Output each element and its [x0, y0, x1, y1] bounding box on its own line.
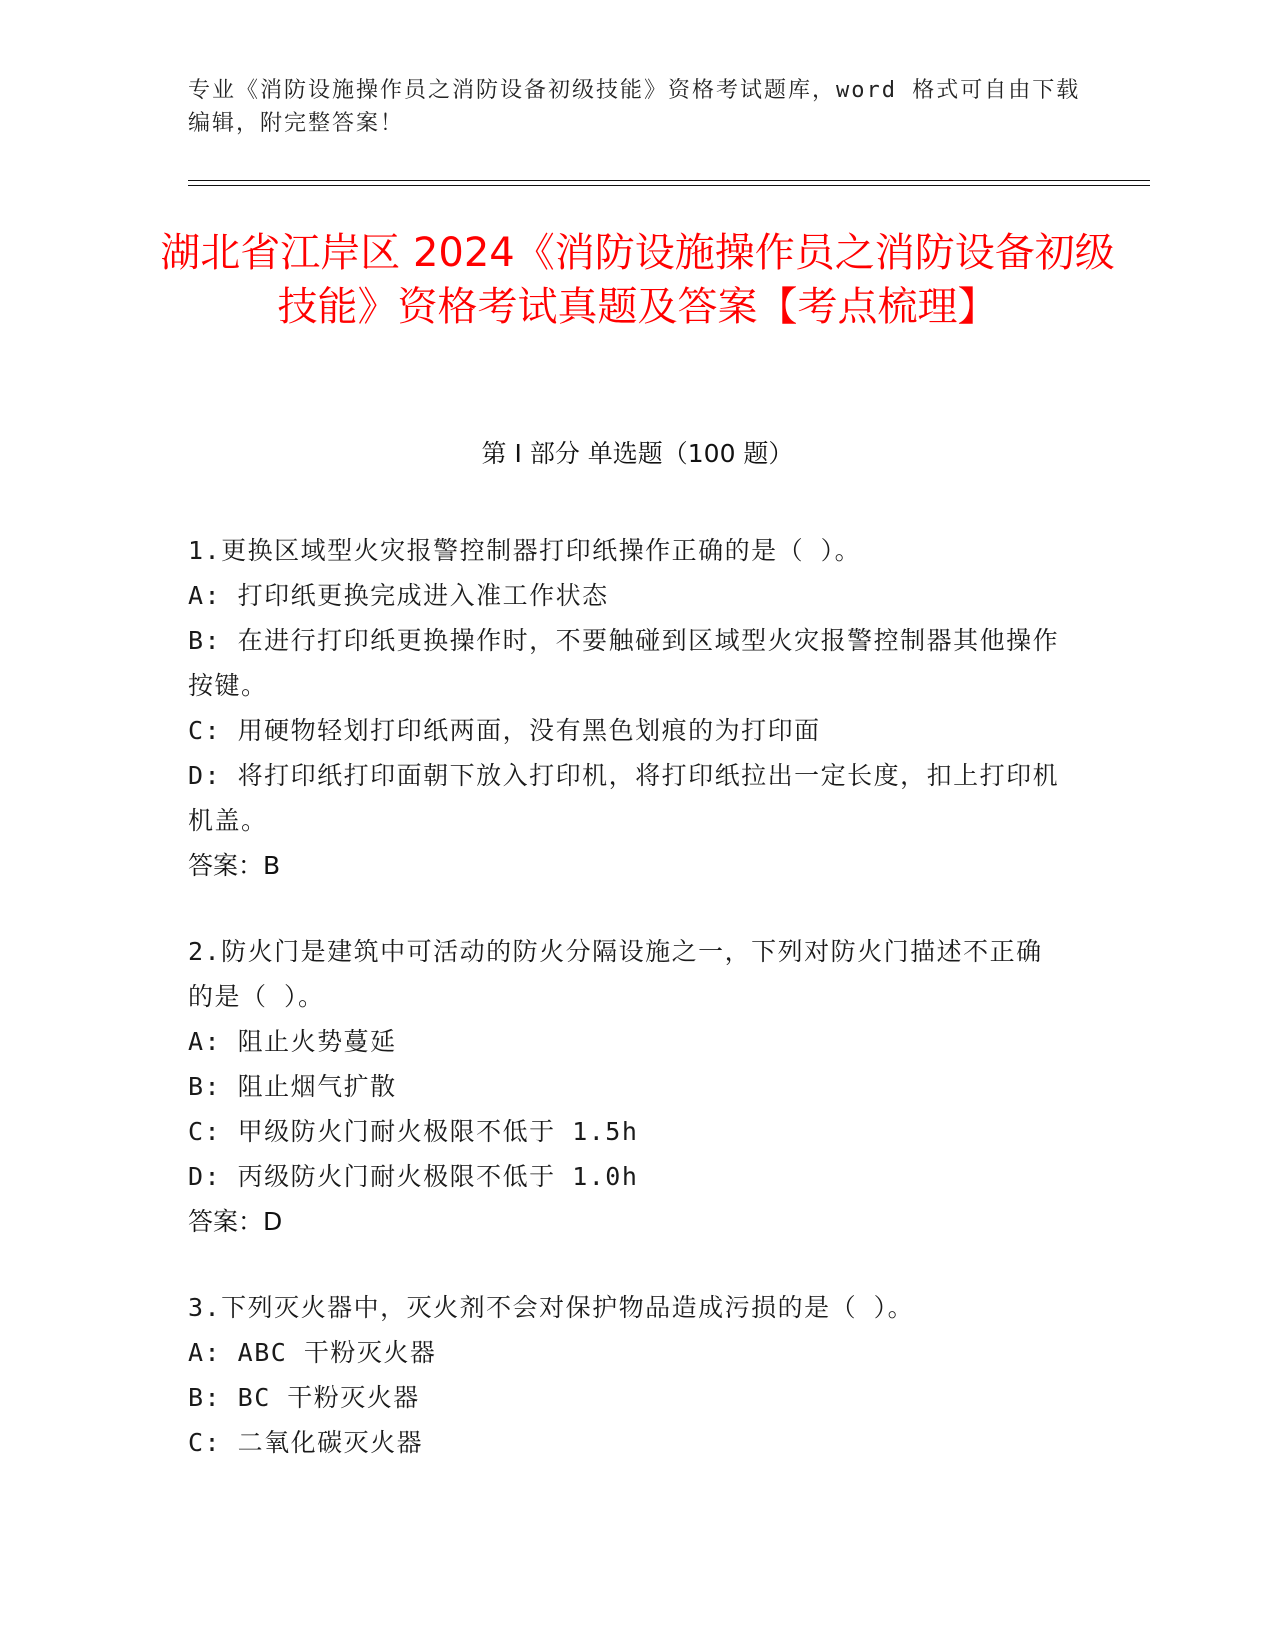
header-note: 专业《消防设施操作员之消防设备初级技能》资格考试题库，word 格式可自由下载编辑，附完整答案！: [188, 78, 1081, 136]
option-a: A: 打印纸更换完成进入准工作状态: [188, 581, 609, 610]
document-title: 湖北省江岸区 2024《消防设施操作员之消防设备初级技能》资格考试真题及答案【考点梳理】: [160, 230, 1115, 330]
option-d: D: 将打印纸打印面朝下放入打印机，将打印纸拉出一定长度，扣上打印机机盖。: [188, 761, 1060, 835]
question-1: [188, 528, 1068, 888]
option-c: C: 二氧化碳灭火器: [188, 1428, 424, 1457]
option-a: A: ABC 干粉灭火器: [188, 1338, 437, 1367]
section-title: 第 I 部分 单选题（100 题）: [481, 439, 794, 468]
answer: 答案：D: [188, 1207, 283, 1236]
question-list: [188, 528, 1068, 1506]
question-3: [188, 1285, 1068, 1465]
question-stem: 3.下列灭火器中，灭火剂不会对保护物品造成污损的是（ ）。: [188, 1293, 915, 1322]
option-c: C: 甲级防火门耐火极限不低于 1.5h: [188, 1117, 639, 1146]
option-b: B: BC 干粉灭火器: [188, 1383, 420, 1412]
option-c: C: 用硬物轻划打印纸两面，没有黑色划痕的为打印面: [188, 716, 821, 745]
header-divider-bottom: [188, 185, 1150, 186]
question-2: [188, 929, 1068, 1244]
option-b: B: 在进行打印纸更换操作时，不要触碰到区域型火灾报警控制器其他操作按键。: [188, 626, 1060, 700]
option-a: A: 阻止火势蔓延: [188, 1027, 397, 1056]
option-d: D: 丙级防火门耐火极限不低于 1.0h: [188, 1162, 639, 1191]
question-stem: 1.更换区域型火灾报警控制器打印纸操作正确的是（ ）。: [188, 536, 862, 565]
header-divider-top: [188, 180, 1150, 181]
question-stem: 2.防火门是建筑中可活动的防火分隔设施之一，下列对防火门描述不正确的是（ ）。: [188, 937, 1043, 1011]
answer: 答案：B: [188, 851, 281, 880]
option-b: B: 阻止烟气扩散: [188, 1072, 397, 1101]
